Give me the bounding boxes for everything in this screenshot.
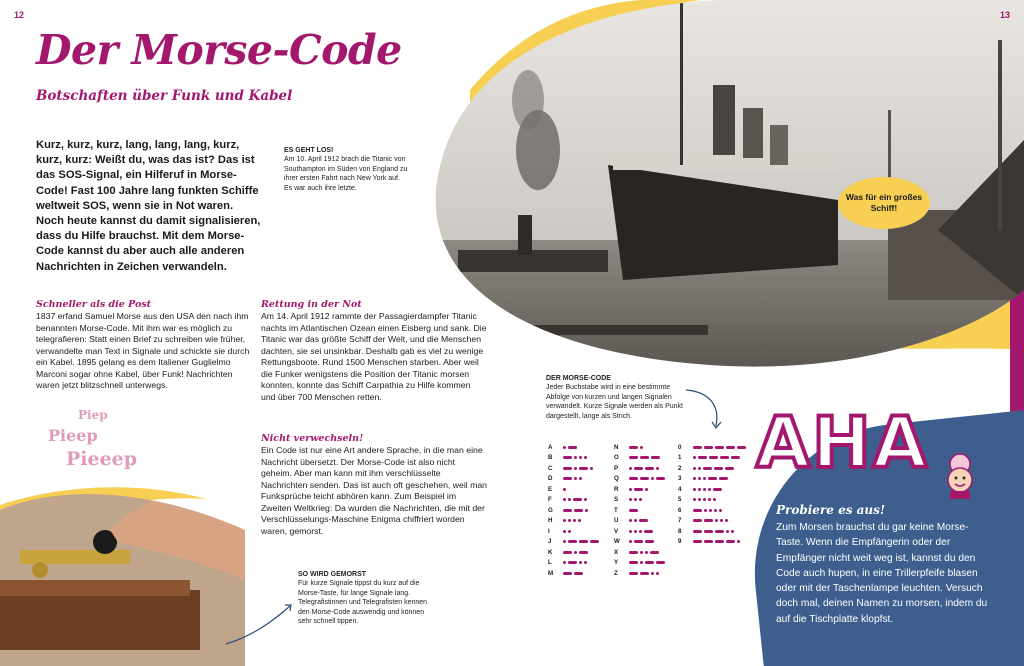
titanic-photo: [418, 0, 1024, 372]
morse-dash: [639, 519, 648, 522]
morse-signal: [629, 467, 659, 470]
sidebox-morse-text: Jeder Buchstabe wird in eine bestimmte Abfolge von kurzen und langen Signalen verwandelt. Kurze Signale werden als Punkt dargestellt, lange als Strich.: [546, 384, 683, 420]
morse-row: [678, 453, 746, 464]
morse-dash: [693, 519, 702, 522]
morse-dot: [645, 551, 648, 554]
morse-letter: S: [614, 496, 619, 504]
morse-letter: M: [548, 569, 554, 577]
morse-letter: O: [614, 454, 619, 462]
morse-letter: U: [614, 517, 619, 525]
sidebox-gemorst-text: Für kurze Signale tippst du kurz auf die Morse-Taste, für lange Signale lang. Telegrafistinnen und Telegrafisten kennen den Morse-Code auswendig und können sehr schnell tippen.: [298, 580, 428, 626]
morse-dot: [629, 467, 632, 470]
speech-bubble: [838, 177, 930, 229]
morse-dash: [640, 572, 649, 575]
arrow-icon: [222, 600, 302, 650]
morse-dash: [726, 540, 735, 543]
morse-dot: [629, 519, 632, 522]
morse-letter: 7: [678, 517, 682, 525]
cartoon-character-icon: [936, 452, 984, 500]
morse-letter: Q: [614, 475, 619, 483]
section-post-text: 1837 erfand Samuel Morse aus den USA den nach ihm benannten Morse-Code. Mit ihm war es möglich zu telegrafieren: Statt einen Brief zu schreiben wie früher, verwandelte man Text in Signale und schickte sie durch ein Kabel. 1895 gelang es dem Italiener Guglielmo Marconi sogar ohne Kabel, über Funk! Nachrichten waren jetzt blitzschnell unterwegs.: [36, 311, 250, 390]
morse-dash: [726, 446, 735, 449]
morse-dot: [713, 498, 716, 501]
morse-signal: [629, 530, 653, 533]
morse-signal: [693, 509, 722, 512]
sidebox-morse: [546, 374, 692, 421]
morse-signal: [693, 498, 716, 501]
morse-dot: [574, 467, 577, 470]
morse-dash: [645, 540, 654, 543]
morse-signal: [693, 540, 740, 543]
morse-letter: T: [614, 506, 618, 514]
morse-dot: [579, 477, 582, 480]
morse-letter: H: [548, 517, 553, 525]
morse-column: [548, 442, 599, 579]
morse-signal: [693, 477, 728, 480]
morse-dot: [731, 530, 734, 533]
morse-dot: [698, 488, 701, 491]
morse-dot: [634, 498, 637, 501]
morse-row: [614, 558, 665, 569]
morse-signal: [629, 456, 660, 459]
morse-dash: [656, 477, 665, 480]
morse-row: [548, 453, 599, 464]
morse-dash: [563, 572, 572, 575]
page-number-left: 12: [14, 10, 25, 20]
morse-dot: [715, 519, 718, 522]
morse-dash: [704, 540, 713, 543]
morse-dot: [693, 477, 696, 480]
morse-letter: J: [548, 538, 552, 546]
morse-row: [678, 463, 746, 474]
morse-dash: [645, 561, 654, 564]
morse-row: [614, 453, 665, 464]
section-rettung-text: Am 14. April 1912 rammte der Passagierdampfer Titanic nachts im Atlantischen Ozean einen Eisberg und sank. Die Titanic war das größte Schiff der Welt, und die Menschen dachten, sie sei unsinkbar. Deshalb gab es viel zu wenige Rettungsboote. Rund 1500 Menschen starben. Aber weil die Funker wenigstens die Position der Titanic morsen konnten, konnte das Schiff Carpathia zu Hilfe kommen und über 700 Menschen retten.: [261, 311, 487, 402]
morse-dash: [709, 456, 718, 459]
morse-letter: I: [548, 527, 550, 535]
morse-letter: K: [548, 548, 553, 556]
morse-dash: [563, 467, 572, 470]
morse-signal: [693, 488, 722, 491]
morse-dash: [573, 498, 582, 501]
morse-dash: [731, 456, 740, 459]
morse-dash: [634, 467, 643, 470]
morse-dash: [568, 561, 577, 564]
morse-letter: X: [614, 548, 619, 556]
morse-row: [678, 526, 746, 537]
morse-letter: 8: [678, 527, 682, 535]
morse-letter: C: [548, 464, 553, 472]
morse-dot: [645, 488, 648, 491]
morse-signal: [563, 519, 581, 522]
morse-row: [614, 495, 665, 506]
morse-signal: [629, 498, 642, 501]
morse-signal: [563, 540, 599, 543]
morse-row: [678, 495, 746, 506]
morse-row: [614, 526, 665, 537]
sidebox-gemorst: [298, 570, 428, 626]
morse-dot: [563, 446, 566, 449]
morse-dot: [693, 498, 696, 501]
morse-dash: [634, 488, 643, 491]
morse-signal: [563, 561, 587, 564]
morse-row: [548, 484, 599, 495]
morse-dot: [585, 509, 588, 512]
morse-dot: [579, 561, 582, 564]
morse-letter: E: [548, 485, 553, 493]
morse-row: [548, 537, 599, 548]
morse-dot: [693, 456, 696, 459]
morse-dash: [704, 530, 713, 533]
morse-dot: [640, 551, 643, 554]
morse-dot: [639, 498, 642, 501]
morse-row: [678, 484, 746, 495]
morse-letter: L: [548, 559, 552, 567]
morse-row: [548, 474, 599, 485]
morse-dash: [629, 551, 638, 554]
morse-dot: [590, 467, 593, 470]
morse-row: [548, 505, 599, 516]
morse-dash: [640, 456, 649, 459]
piep-text-2: Pieep: [48, 426, 98, 445]
morse-dot: [720, 519, 723, 522]
morse-dash: [719, 477, 728, 480]
morse-dash: [579, 540, 588, 543]
morse-dot: [651, 477, 654, 480]
morse-dot: [563, 540, 566, 543]
morse-dash: [579, 467, 588, 470]
telegraph-key-photo: [0, 470, 245, 666]
morse-letter: 9: [678, 538, 682, 546]
morse-dot: [703, 488, 706, 491]
morse-signal: [563, 477, 582, 480]
section-verwechseln-text: Ein Code ist nur eine Art andere Sprache, in die man eine Nachricht übersetzt. Der Morse-Code ist also nicht geheim. Aber man kann mit ihm verschlüsselte Nachrichten senden. Das ist auch oft geschehen, weil man Funksprüche leicht abhören kann. Zum Beispiel im Zweiten Weltkrieg: Da wurden die Nachrichten, die mit der Verschlüsselungs-Maschine Enigma chiffriert worden waren, gemorst.: [261, 445, 488, 536]
morse-signal: [563, 488, 566, 491]
morse-dash: [725, 467, 734, 470]
morse-dot: [563, 488, 566, 491]
morse-letter: 4: [678, 485, 682, 493]
morse-dot: [574, 477, 577, 480]
morse-row: [614, 463, 665, 474]
morse-column: [614, 442, 665, 579]
morse-dot: [629, 530, 632, 533]
morse-signal: [563, 498, 587, 501]
morse-dash: [715, 446, 724, 449]
morse-dot: [584, 561, 587, 564]
morse-dot: [698, 467, 701, 470]
morse-dot: [708, 488, 711, 491]
morse-dash: [645, 467, 654, 470]
sidebox-morse-caption: DER MORSE-CODE: [546, 375, 611, 382]
morse-signal: [563, 456, 587, 459]
morse-dot: [704, 509, 707, 512]
morse-dot: [568, 519, 571, 522]
morse-letter: 1: [678, 454, 682, 462]
aha-heading: AHA: [756, 402, 929, 484]
morse-letter: D: [548, 475, 553, 483]
morse-dash: [737, 446, 746, 449]
morse-dot: [737, 540, 740, 543]
morse-row: [678, 537, 746, 548]
morse-row: [548, 568, 599, 579]
morse-dash: [693, 509, 702, 512]
morse-row: [614, 484, 665, 495]
morse-dash: [708, 477, 717, 480]
piep-text-3: Pieeep: [66, 448, 138, 470]
morse-row: [548, 526, 599, 537]
morse-dash: [568, 540, 577, 543]
morse-row: [614, 547, 665, 558]
morse-dot: [698, 477, 701, 480]
morse-signal: [629, 477, 665, 480]
morse-letter: Z: [614, 569, 618, 577]
morse-dot: [725, 519, 728, 522]
page-subtitle: Botschaften über Funk und Kabel: [36, 88, 293, 104]
morse-signal: [629, 509, 638, 512]
morse-dot: [584, 456, 587, 459]
morse-dot: [573, 519, 576, 522]
morse-row: [548, 442, 599, 453]
morse-dot: [656, 467, 659, 470]
morse-dot: [693, 467, 696, 470]
morse-dot: [708, 498, 711, 501]
morse-row: [614, 537, 665, 548]
section-verwechseln: [261, 433, 487, 537]
morse-signal: [693, 456, 740, 459]
morse-dot: [574, 551, 577, 554]
morse-dash: [629, 456, 638, 459]
morse-row: [678, 474, 746, 485]
morse-letter: G: [548, 506, 553, 514]
morse-dot: [568, 498, 571, 501]
morse-dot: [693, 488, 696, 491]
morse-dot: [563, 519, 566, 522]
morse-signal: [563, 551, 588, 554]
morse-signal: [563, 530, 571, 533]
morse-signal: [693, 446, 746, 449]
section-rettung-heading: Rettung in der Not: [261, 299, 362, 310]
morse-dash: [574, 509, 583, 512]
section-post: [36, 299, 258, 392]
morse-dash: [563, 456, 572, 459]
morse-dash: [629, 477, 638, 480]
morse-dot: [714, 509, 717, 512]
morse-dot: [629, 488, 632, 491]
morse-dot: [640, 446, 643, 449]
morse-row: [614, 442, 665, 453]
morse-dash: [650, 551, 659, 554]
morse-dot: [709, 509, 712, 512]
morse-dot: [634, 530, 637, 533]
morse-dot: [574, 456, 577, 459]
morse-dot: [563, 561, 566, 564]
section-verwechseln-heading: Nicht verwechseln!: [261, 433, 364, 444]
morse-dot: [651, 572, 654, 575]
morse-dash: [714, 467, 723, 470]
morse-dash: [629, 446, 638, 449]
morse-dash: [590, 540, 599, 543]
morse-dot: [579, 456, 582, 459]
morse-letter: 3: [678, 475, 682, 483]
section-post-heading: Schneller als die Post: [36, 299, 152, 310]
morse-signal: [563, 509, 588, 512]
morse-dash: [563, 509, 572, 512]
morse-dot: [639, 530, 642, 533]
morse-dot: [584, 498, 587, 501]
morse-signal: [629, 561, 665, 564]
morse-dash: [656, 561, 665, 564]
morse-dot: [563, 498, 566, 501]
morse-letter: B: [548, 454, 553, 462]
morse-dash: [693, 540, 702, 543]
morse-row: [678, 442, 746, 453]
morse-dot: [563, 530, 566, 533]
morse-letter: N: [614, 443, 619, 451]
morse-dash: [629, 509, 638, 512]
morse-dash: [715, 530, 724, 533]
morse-signal: [629, 446, 643, 449]
morse-dot: [629, 498, 632, 501]
morse-dash: [651, 456, 660, 459]
intro-text: Kurz, kurz, kurz, lang, lang, lang, kurz, kurz, kurz: Weißt du, was das ist? Das ist das SOS-Signal, ein Hilferuf in Morse-Code! Fast 100 Jahre lang funkten Schiffe weltweit SOS, wenn sie in Not waren. Noch heute kannst du damit signalisieren, dass du Hilfe brauchst. Mit dem Morse-Code kannst du aber auch alle anderen Nachrichten in Zeichen verwandeln.: [36, 139, 261, 273]
morse-dash: [563, 551, 572, 554]
morse-row: [614, 516, 665, 527]
morse-dash: [704, 519, 713, 522]
morse-letter: Y: [614, 559, 619, 567]
morse-row: [678, 516, 746, 527]
morse-dash: [629, 572, 638, 575]
morse-table: [548, 442, 738, 582]
sidebox-start: [284, 146, 410, 193]
morse-signal: [629, 540, 654, 543]
morse-letter: V: [614, 527, 619, 535]
morse-dot: [629, 540, 632, 543]
morse-row: [548, 558, 599, 569]
morse-letter: F: [548, 496, 552, 504]
piep-text-1: Piep: [78, 408, 108, 422]
morse-dash: [713, 488, 722, 491]
morse-signal: [693, 530, 734, 533]
morse-signal: [563, 572, 583, 575]
morse-row: [614, 505, 665, 516]
sidebox-start-text: Am 10. April 1912 brach die Titanic von Southampton im Süden von England zu ihrer ersten Fahrt nach New York auf. Es war auch ihre letzte.: [284, 156, 408, 192]
morse-signal: [629, 488, 648, 491]
morse-dot: [719, 509, 722, 512]
morse-dot: [568, 530, 571, 533]
morse-row: [614, 474, 665, 485]
morse-dash: [568, 446, 577, 449]
morse-row: [614, 568, 665, 579]
morse-dot: [726, 530, 729, 533]
morse-dash: [715, 540, 724, 543]
morse-letter: 0: [678, 443, 682, 451]
morse-dash: [693, 530, 702, 533]
section-rettung: [261, 299, 487, 403]
morse-dot: [578, 519, 581, 522]
morse-row: [678, 505, 746, 516]
morse-dash: [574, 572, 583, 575]
morse-dot: [703, 477, 706, 480]
speech-bubble-text: Was für ein großes Schiff!: [845, 192, 923, 213]
morse-dash: [703, 467, 712, 470]
page-number-right: 13: [1000, 10, 1011, 20]
morse-signal: [563, 467, 593, 470]
morse-row: [548, 495, 599, 506]
try-text: Zum Morsen brauchst du gar keine Morse-Taste. Wenn die Empfängerin oder der Empfänger nicht weit weg ist, kannst du den Code auch hupen, in eine Trillerpfeife blasen oder mit der Taschenlampe leuchten. Versuch doch mal, deinen Namen zu morsen, indem du auf die Tischplatte klopfst.: [776, 522, 988, 625]
morse-letter: P: [614, 464, 619, 472]
morse-signal: [629, 551, 659, 554]
morse-dash: [720, 456, 729, 459]
morse-dash: [640, 477, 649, 480]
morse-letter: 6: [678, 506, 682, 514]
morse-signal: [693, 467, 734, 470]
morse-dash: [698, 456, 707, 459]
morse-signal: [629, 572, 659, 575]
sidebox-gemorst-caption: SO WIRD GEMORST: [298, 571, 367, 578]
morse-letter: R: [614, 485, 619, 493]
morse-signal: [629, 519, 648, 522]
morse-letter: A: [548, 443, 553, 451]
morse-dash: [644, 530, 653, 533]
morse-column: [678, 442, 746, 547]
morse-row: [548, 516, 599, 527]
morse-letter: 5: [678, 496, 682, 504]
morse-dash: [579, 551, 588, 554]
morse-signal: [563, 446, 577, 449]
morse-row: [548, 463, 599, 474]
morse-letter: W: [614, 538, 620, 546]
morse-letter: 2: [678, 464, 682, 472]
morse-dot: [634, 519, 637, 522]
sidebox-start-caption: ES GEHT LOS!: [284, 147, 334, 154]
morse-signal: [693, 519, 728, 522]
morse-dot: [640, 561, 643, 564]
morse-dash: [704, 446, 713, 449]
morse-dash: [563, 477, 572, 480]
morse-dash: [634, 540, 643, 543]
morse-dot: [703, 498, 706, 501]
morse-dot: [698, 498, 701, 501]
morse-dash: [693, 446, 702, 449]
page-title: Der Morse-Code: [36, 26, 402, 74]
try-heading: Probiere es aus!: [776, 503, 886, 517]
morse-dot: [656, 572, 659, 575]
morse-dash: [629, 561, 638, 564]
morse-row: [548, 547, 599, 558]
